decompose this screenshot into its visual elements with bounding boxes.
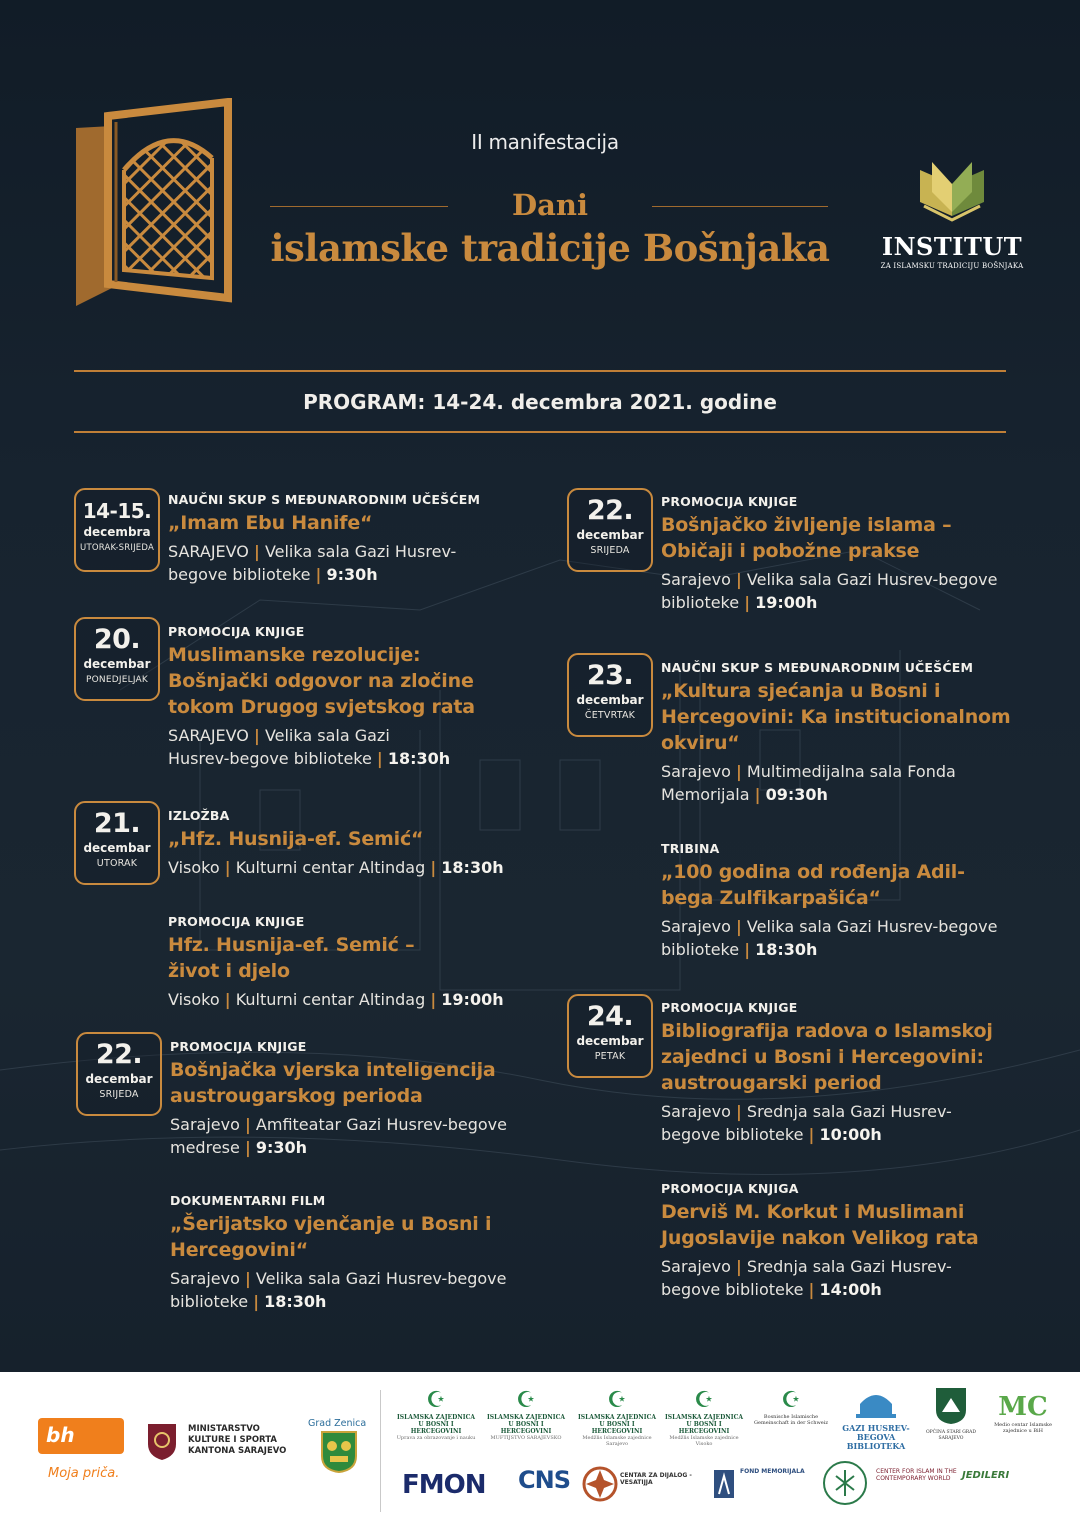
dialog-center-name: CENTAR ZA DIJALOG - VESATIJJA (620, 1472, 692, 1486)
title-rule-right (652, 206, 828, 207)
date-month: decembar (576, 528, 644, 542)
event-title: „100 godina od rođenja Adil- bega Zulfikarpašića“ (661, 861, 965, 909)
manifestation-label: II manifestacija (471, 130, 619, 154)
title-rule-left (270, 206, 448, 207)
event-category: TRIBINA (661, 841, 720, 856)
canton-shield-icon (146, 1422, 178, 1462)
event-title: Muslimanske rezolucije: Bošnjački odgovor na zločine tokom Drugog svjetskog rata (168, 644, 475, 718)
partner-logo: ☪ ISLAMSKA ZAJEDNICA U BOSNI I HERCEGOVINI MUFTIJSTVO SARAJEVSKO (484, 1388, 568, 1441)
date-month: decembar (576, 693, 644, 707)
event-place: SARAJEVO | Velika sala Gazi Husrev-begove biblioteke | 18:30h (168, 726, 451, 768)
partner-logo: ☪ ISLAMSKA ZAJEDNICA U BOSNI I HERCEGOVINI Uprava za obrazovanje i nauku (396, 1388, 476, 1441)
date-badge (567, 488, 653, 572)
ministry-name: MINISTARSTVO KULTURE I SPORTA KANTONA SARAJEVO (188, 1424, 287, 1456)
date-day: 24. (586, 1001, 634, 1032)
date-badge (74, 488, 160, 572)
event-place: Sarajevo | Velika sala Gazi Husrev-begove biblioteke | 18:30h (170, 1269, 507, 1311)
event-kultura-sjecanja (661, 660, 1011, 806)
event-title: Bibliografija radova o Islamskoj zajednci u Bosni i Hercegovini: austrougarski period (661, 1020, 993, 1094)
date-month: decembar (576, 1034, 644, 1048)
institute-subtitle: ZA ISLAMSKU TRADICIJU BOŠNJAKA (880, 262, 1024, 270)
date-badge (567, 994, 653, 1078)
crescent-icon: ☪ (426, 1388, 446, 1413)
date-weekday: ČETVRTAK (584, 710, 636, 721)
event-muslimanske-rezolucije (168, 624, 518, 770)
event-title: Hfz. Husnija-ef. Semić – život i djelo (168, 934, 415, 982)
date-day: 22. (95, 1039, 143, 1070)
event-vjerska-inteligencija (170, 1039, 520, 1159)
event-place: Sarajevo | Srednja sala Gazi Husrev- begove biblioteke | 10:00h (661, 1102, 952, 1144)
event-place: Visoko | Kulturni centar Altindag | 18:30h (168, 858, 504, 877)
date-day: 14-15. (82, 499, 152, 523)
event-place: Sarajevo | Multimedijalna sala Fonda Memorijala | 09:30h (661, 762, 956, 804)
event-dervis-korkut (661, 1181, 1011, 1301)
event-title: „Imam Ebu Hanife“ (168, 512, 373, 534)
crescent-icon: ☪ (607, 1388, 627, 1413)
event-place: SARAJEVO | Velika sala Gazi Husrev- begove biblioteke | 9:30h (168, 542, 457, 584)
date-badge (567, 653, 653, 737)
divider-bottom (74, 431, 1006, 433)
date-weekday: SRIJEDA (590, 545, 630, 556)
event-place: Sarajevo | Velika sala Gazi Husrev-begove biblioteke | 19:00h (661, 570, 998, 612)
event-imam-ebu-hanife (168, 492, 518, 586)
crescent-icon: ☪ (781, 1388, 801, 1413)
date-day: 23. (586, 660, 634, 691)
event-bibliografija (661, 1000, 1011, 1146)
zenica-shield-icon (320, 1430, 358, 1474)
date-badge (74, 617, 160, 701)
event-title: „Hfz. Husnija-ef. Semić“ (168, 828, 424, 850)
date-month: decembar (85, 1072, 153, 1086)
date-day: 21. (93, 808, 141, 839)
date-day: 22. (586, 495, 634, 526)
library-dome-icon (854, 1386, 898, 1420)
event-category: PROMOCIJA KNJIGE (661, 1000, 798, 1015)
event-category: NAUČNI SKUP S MEĐUNARODNIM UČEŠĆEM (661, 660, 974, 675)
event-title: Bošnjačka vjerska inteligencija austrougarskog perioda (170, 1059, 496, 1107)
gazi-library-logo: GAZI HUSREV-BEGOVA BIBLIOTEKA (838, 1386, 914, 1451)
event-izlozba-semic (168, 808, 518, 879)
date-badge (74, 801, 160, 885)
divider-top (74, 370, 1006, 372)
event-category: PROMOCIJA KNJIGE (661, 494, 798, 509)
event-title: Bošnjačko življenje islama – Običaji i pobožne prakse (661, 514, 952, 562)
event-category: DOKUMENTARNI FILM (170, 1193, 326, 1208)
event-place: Sarajevo | Velika sala Gazi Husrev-begove biblioteke | 18:30h (661, 917, 998, 959)
event-title: Derviš M. Korkut i Muslimani Jugoslavije nakon Velikog rata (661, 1201, 979, 1249)
crescent-icon: ☪ (516, 1388, 536, 1413)
date-weekday: PETAK (594, 1051, 626, 1062)
bh-telecom-logo: bh ●●● (38, 1418, 124, 1454)
memorial-fund-name: FOND MEMORIJALA (740, 1468, 805, 1475)
event-category: PROMOCIJA KNJIGE (168, 914, 305, 929)
date-month: decembar (83, 841, 151, 855)
partner-logo: ☪ Bosnische Islamische Gemeinschaft in der Schweiz (752, 1388, 830, 1426)
event-category: PROMOCIJA KNJIGA (661, 1181, 799, 1196)
dialog-center-icon (582, 1466, 618, 1502)
event-place: Sarajevo | Srednja sala Gazi Husrev- begove biblioteke | 14:00h (661, 1257, 952, 1299)
date-day: 20. (93, 624, 141, 655)
window-shutter-logo (72, 98, 232, 310)
fmon-logo: FMON (402, 1470, 486, 1500)
event-title: „Kultura sjećanja u Bosni i Hercegovini: Ka institucionalnom okviru“ (661, 680, 1011, 754)
event-semic-zivot-i-djelo (168, 914, 518, 1011)
program-dates: PROGRAM: 14-24. decembra 2021. godine (303, 390, 777, 414)
saudi-emblem-icon (822, 1460, 868, 1506)
jedileri-logo: JEDILERI (962, 1470, 1010, 1481)
institute-name: INSTITUT (881, 232, 1023, 261)
date-weekday: SRIJEDA (99, 1089, 139, 1100)
event-category: PROMOCIJA KNJIGE (168, 624, 305, 639)
sponsors-footer (0, 1372, 1080, 1528)
event-category: IZLOŽBA (168, 808, 230, 823)
bh-tagline: Moja priča. (48, 1466, 120, 1481)
crescent-icon: ☪ (694, 1388, 714, 1413)
event-category: NAUČNI SKUP S MEĐUNARODNIM UČEŠĆEM (168, 492, 481, 507)
event-place: Visoko | Kulturni centar Altindag | 19:00h (168, 990, 504, 1009)
date-weekday: UTORAK (96, 858, 138, 869)
date-badge (76, 1032, 162, 1116)
cislam-name: CENTER FOR ISLAM IN THE CONTEMPORARY WORLD (876, 1468, 957, 1482)
date-month: decembar (83, 657, 151, 671)
page-title: islamske tradicije Bošnjaka (270, 226, 830, 270)
event-place: Sarajevo | Amfiteatar Gazi Husrev-begove medrese | 9:30h (170, 1115, 507, 1157)
stari-grad-shield-icon (934, 1386, 968, 1426)
date-weekday: PONEDJELJAK (86, 675, 148, 685)
event-serijatsko-vjencanje (170, 1193, 520, 1313)
date-weekday: UTORAK-SRIJEDA (80, 543, 154, 553)
event-title: „Šerijatsko vjenčanje u Bosni i Hercegovini“ (170, 1213, 492, 1261)
title-dani: Dani (511, 188, 589, 222)
event-bosnjacko-zivljenje (661, 494, 1011, 614)
media-center-logo: MC Medio centar Islamske zajednice u BiH (994, 1392, 1052, 1434)
partner-logo: ☪ ISLAMSKA ZAJEDNICA U BOSNI I HERCEGOVINI Medžlis Islamske zajednice Visoko (664, 1388, 744, 1447)
zenica-label: Grad Zenica (308, 1418, 367, 1429)
partner-logo: ☪ ISLAMSKA ZAJEDNICA U BOSNI I HERCEGOVINI Medžlis Islamske zajednice Sarajevo (577, 1388, 657, 1447)
event-tribina-zulfikarpasic (661, 841, 1011, 961)
event-category: PROMOCIJA KNJIGE (170, 1039, 307, 1054)
book-icon (912, 162, 992, 224)
stari-grad-logo: OPĆINA STARI GRAD SARAJEVO (924, 1386, 978, 1442)
date-month: decembra (83, 525, 151, 539)
footer-divider (380, 1390, 381, 1512)
cns-logo: CNS (518, 1466, 570, 1494)
memorial-icon (712, 1468, 736, 1500)
